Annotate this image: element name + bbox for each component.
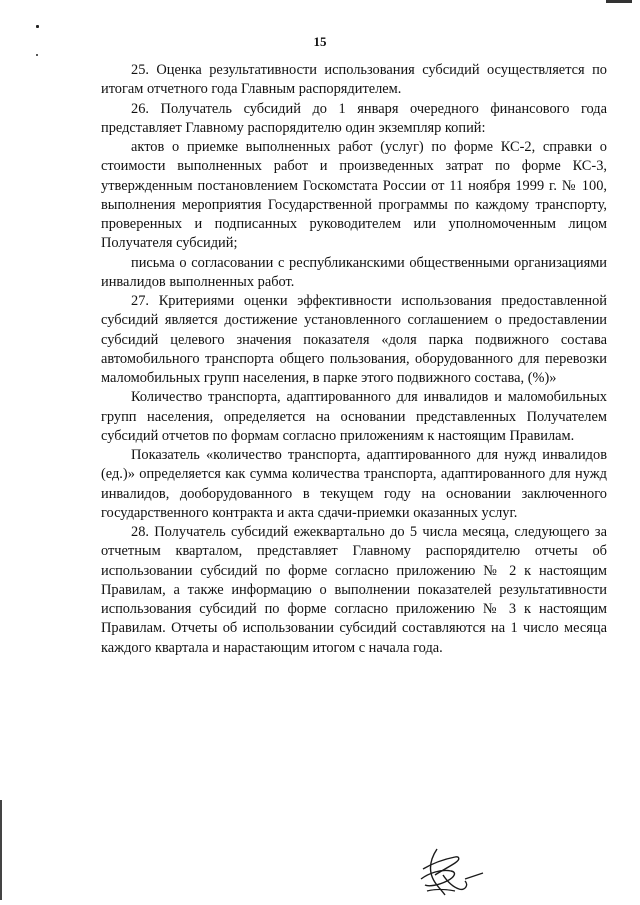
paragraph-26-acts: актов о приемке выполненных работ (услуг) по форме КС-2, справки о стоимости выполненных работ и произведенных затрат по форме КС-3, утвержденным постановлением Госкомстата России от 11 ноября 1999 г. № 100, выполнения мероприятия Государственной программы по каждому транспорту, проверенных и подписанных руководителем или уполномоченным лицом Получателя субсидий; [101,139,607,252]
paragraph-27: 27. Критериями оценки эффективности использования предоставленной субсидий является достижение установленного соглашением о предоставлении субсидий целевого значения показателя «доля парка подвижного состава автомобильного транспорта общего пользования, оборудованного для перевозки маломобильных групп населения, в парке этого подвижного состава, (%)» [101,293,607,386]
scan-speck [36,25,39,28]
paragraph-26: 26. Получатель субсидий до 1 января очередного финансового года представляет Главному распорядителю один экземпляр копий: [101,100,607,136]
page-number: 15 [313,34,327,49]
paragraph-27-quantity: Количество транспорта, адаптированного для инвалидов и маломобильных групп населения, определяется на основании представленных Получателем субсидий отчетов по формам согласно приложениям к настоящим Правилам. [101,389,607,444]
paragraph-26-letters: письма о согласовании с республиканскими общественными организациями инвалидов выполненных работ. [101,254,607,290]
paragraph-28: 28. Получатель субсидий ежеквартально до 5 числа месяца, следующего за отчетным кварталом, представляет Главному распорядителю отчеты об использовании субсидий по форме согласно приложению № 2 к настоящим Правилам, а также информацию о выполнении показателей результативности использования субсидий по форме согласно приложению № 3 к настоящим Правилам. Отчеты об использовании субсидий составляются на 1 число месяца каждого квартала и нарастающим итогом с начала года. [101,524,607,656]
scan-left-edge [0,800,2,900]
handwritten-signature [415,845,485,900]
paragraph-27-indicator: Показатель «количество транспорта, адаптированного для нужд инвалидов (ед.)» определяется как сумма количества транспорта, адаптированного для нужд инвалидов, дооборудованного в текущем году на основании заключенного государственного контракта и акта сдачи-приемки оказанных услуг. [101,447,607,521]
paragraph-25: 25. Оценка результативности использования субсидий осуществляется по итогам отчетного года Главным распорядителем. [101,62,607,98]
document-body [101,61,607,658]
scan-edge-mark [606,0,632,3]
scan-speck [36,54,38,56]
